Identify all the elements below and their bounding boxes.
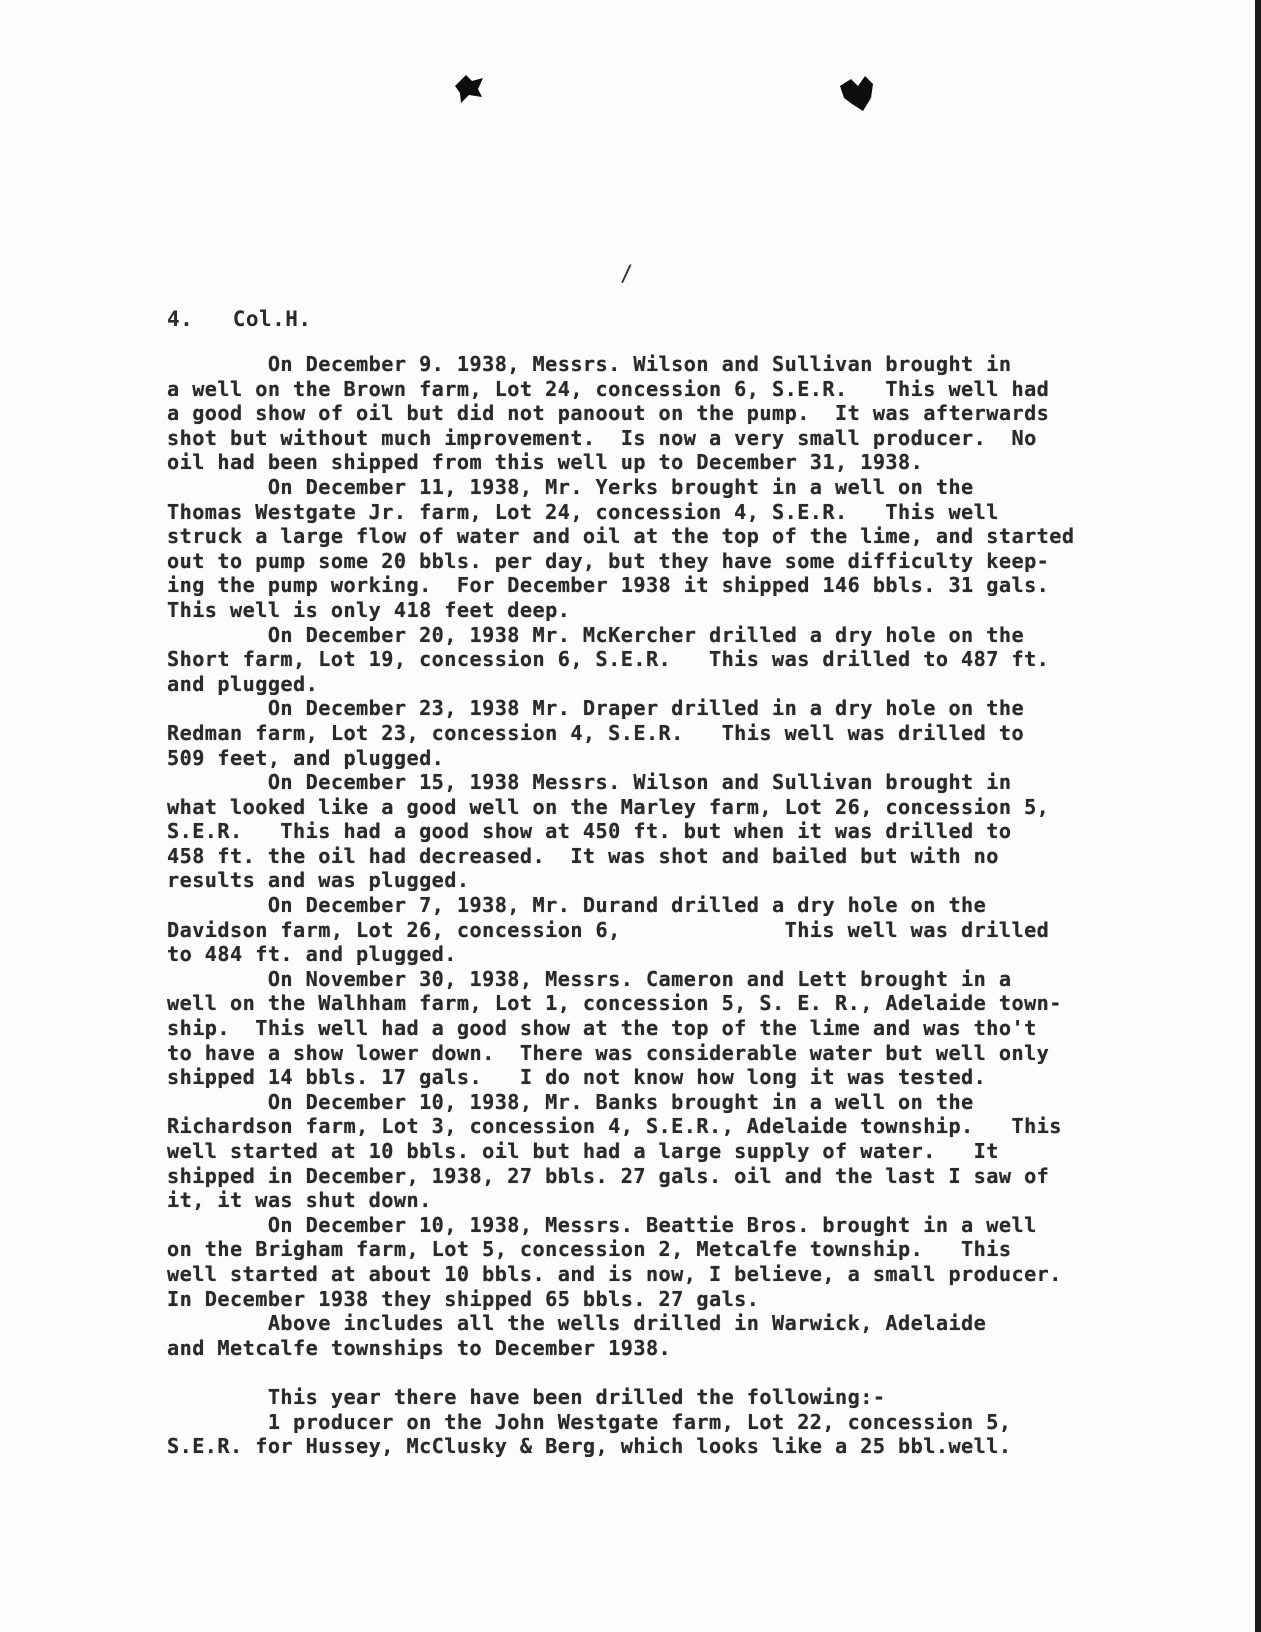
text-line: well started at 10 bbls. oil but had a large supply of water. It (167, 1139, 999, 1163)
text-line: On November 30, 1938, Messrs. Cameron and Lett brought in a (167, 966, 1012, 991)
text-line: This well is only 418 feet deep. (167, 597, 571, 622)
text-line: Davidson farm, Lot 26, concession 6, This well was drilled (167, 917, 1050, 942)
text-line: On December 15, 1938 Messrs. Wilson and Sullivan brought in (167, 770, 1012, 795)
text-line: shipped 14 bbls. 17 gals. I do not know how long it was tested. (167, 1065, 987, 1090)
text-line: results and was plugged. (167, 868, 470, 893)
text-line: This year there have been drilled the following:- (167, 1384, 886, 1409)
text-line: 509 feet, and plugged. (167, 745, 445, 770)
text-line: ing the pump working. For December 1938 it shipped 146 bbls. 31 gals. (167, 573, 1050, 598)
text-line: struck a large flow of water and oil at the top of the lime, and started (167, 524, 1075, 549)
text-line: On December 10, 1938, Mr. Banks brought in a well on the (167, 1089, 974, 1114)
text-line: shot but without much improvement. Is now a very small producer. No (167, 425, 1037, 450)
text-line: 458 ft. the oil had decreased. It was shot and bailed but with no (167, 843, 999, 868)
text-line: a good show of oil but did not panoout on the pump. It was afterwards (167, 401, 1050, 426)
page-heading: 4. Col.H. (167, 307, 312, 331)
text-line: On December 10, 1938, Messrs. Beattie Bros. brought in a well (167, 1212, 1037, 1237)
text-line: 1 producer on the John Westgate farm, Lot 22, concession 5, (167, 1409, 1012, 1434)
page-mark: / (620, 262, 634, 287)
text-line: On December 20, 1938 Mr. McKercher drilled a dry hole on the (167, 622, 1025, 647)
punch-hole-left (452, 72, 486, 106)
text-line: On December 23, 1938 Mr. Draper drilled in a dry hole on the (167, 696, 1025, 721)
text-line: Above includes all the wells drilled in Warwick, Adelaide (167, 1311, 987, 1336)
text-line: Redman farm, Lot 23, concession 4, S.E.R. This well was drilled to (167, 720, 1025, 745)
text-line: it, it was shut down. (167, 1188, 432, 1213)
blank-line (167, 1360, 1227, 1385)
text-line: well started at about 10 bbls. and is now, I believe, a small producer. (167, 1261, 1062, 1286)
text-line: out to pump some 20 bbls. per day, but they have some difficulty keep- (167, 548, 1050, 573)
text-line: On December 9. 1938, Messrs. Wilson and Sullivan brought in (167, 352, 1012, 376)
text-line: S.E.R. This had a good show at 450 ft. but when it was drilled to (167, 819, 1012, 844)
text-line: oil had been shipped from this well up to December 31, 1938. (167, 450, 924, 475)
text-line: Richardson farm, Lot 3, concession 4, S.E.R., Adelaide township. This (167, 1114, 1062, 1139)
text-line: on the Brigham farm, Lot 5, concession 2, Metcalfe township. This (167, 1237, 1012, 1262)
text-line: S.E.R. for Hussey, McClusky & Berg, which looks like a 25 bbl.well. (167, 1434, 1012, 1459)
text-line: what looked like a good well on the Marley farm, Lot 26, concession 5, (167, 794, 1050, 819)
report-body (167, 352, 1227, 1459)
text-line: In December 1938 they shipped 65 bbls. 27 gals. (167, 1286, 760, 1311)
text-line: Thomas Westgate Jr. farm, Lot 24, concession 4, S.E.R. This well (167, 499, 999, 524)
text-line: well on the Walhham farm, Lot 1, concession 5, S. E. R., Adelaide town- (167, 991, 1062, 1016)
text-line: shipped in December, 1938, 27 bbls. 27 gals. oil and the last I saw of (167, 1163, 1050, 1188)
text-line: On December 7, 1938, Mr. Durand drilled a dry hole on the (167, 893, 987, 918)
text-line: to 484 ft. and plugged. (167, 942, 457, 967)
text-line: a well on the Brown farm, Lot 24, concession 6, S.E.R. This well had (167, 376, 1050, 401)
text-line: and plugged. (167, 671, 319, 696)
text-line: to have a show lower down. There was considerable water but well only (167, 1040, 1050, 1065)
punch-hole-right (838, 74, 878, 114)
text-line: and Metcalfe townships to December 1938. (167, 1335, 672, 1360)
text-line: On December 11, 1938, Mr. Yerks brought in a well on the (167, 474, 974, 499)
scan-edge (1255, 0, 1261, 1632)
text-line: Short farm, Lot 19, concession 6, S.E.R. This was drilled to 487 ft. (167, 647, 1050, 672)
text-line: ship. This well had a good show at the top of the lime and was tho't (167, 1016, 1037, 1041)
